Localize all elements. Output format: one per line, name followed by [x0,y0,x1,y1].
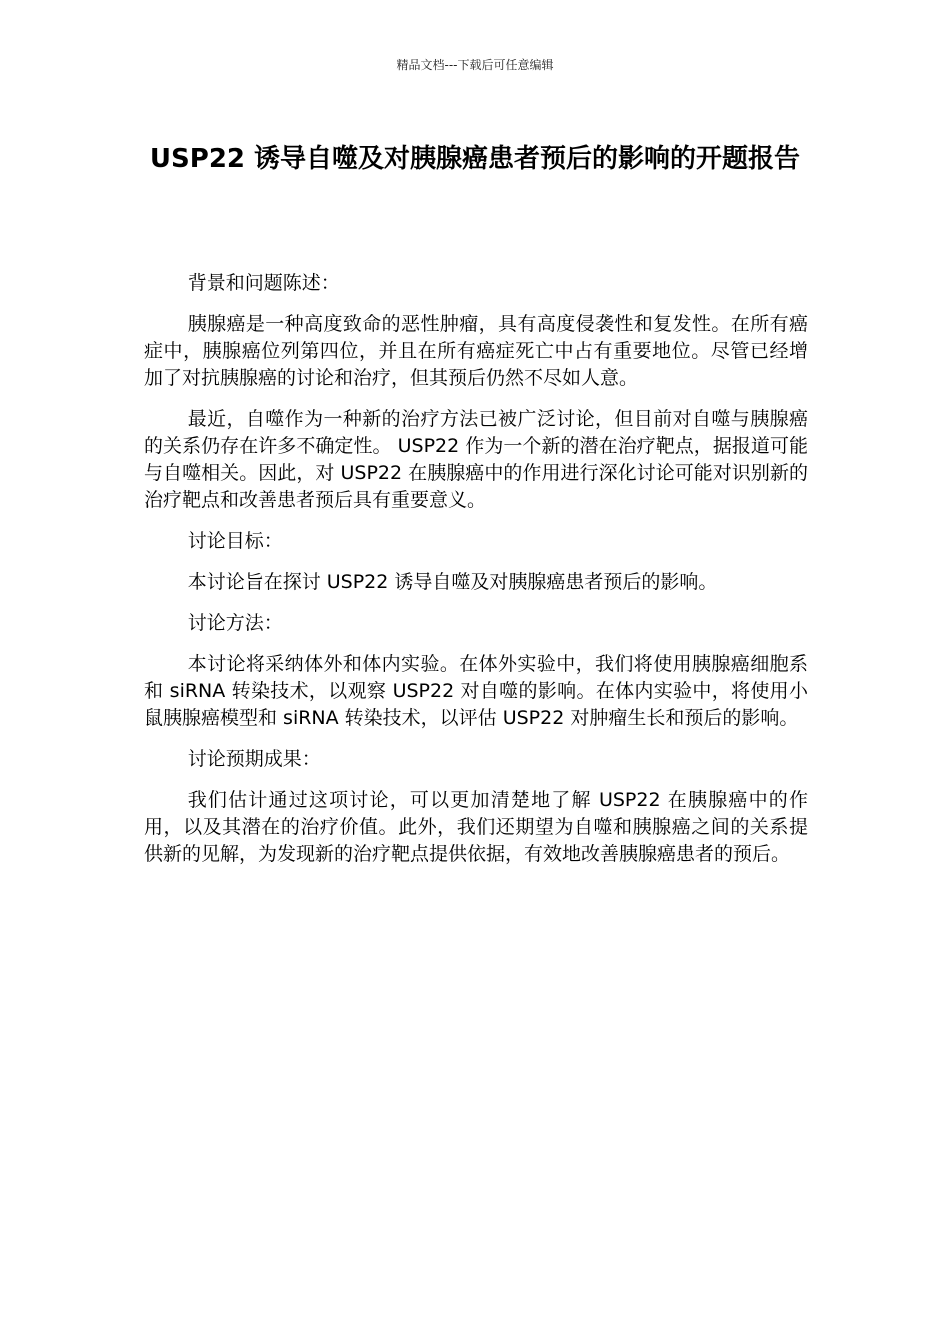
header-note: 精品文档---下载后可任意编辑 [396,58,554,72]
paragraph-methods: 本讨论将采纳体外和体内实验。在体外实验中，我们将使用胰腺癌细胞系和 siRNA 转染技术，以观察 USP22 对自噬的影响。在体内实验中，将使用小鼠胰腺癌模型和 siRNA 转染技术，以评估 USP22 对肿瘤生长和预后的影响。 [144,653,808,729]
section-heading-expected-results: 讨论预期成果： [187,748,321,770]
section-heading-objective: 讨论目标： [187,530,283,552]
document-body [144,270,808,882]
paragraph-background-2: 最近，自噬作为一种新的治疗方法已被广泛讨论，但目前对自噬与胰腺癌的关系仍存在许多不确定性。 USP22 作为一个新的潜在治疗靶点，据报道可能与自噬相关。因此，对 USP22 在胰腺癌中的作用进行深化讨论可能对识别新的治疗靶点和改善患者预后具有重要意义。 [144,408,808,511]
section-heading-methods: 讨论方法： [187,612,283,634]
paragraph-objective: 本讨论旨在探讨 USP22 诱导自噬及对胰腺癌患者预后的影响。 [187,571,718,593]
document-title: USP22 诱导自噬及对胰腺癌患者预后的影响的开题报告 [149,144,801,174]
section-heading-background: 背景和问题陈述： [187,272,340,294]
paragraph-background-1: 胰腺癌是一种高度致命的恶性肿瘤，具有高度侵袭性和复发性。在所有癌症中，胰腺癌位列第四位，并且在所有癌症死亡中占有重要地位。尽管已经增加了对抗胰腺癌的讨论和治疗，但其预后仍然不尽如人意。 [144,313,808,389]
paragraph-expected-results: 我们估计通过这项讨论，可以更加清楚地了解 USP22 在胰腺癌中的作用，以及其潜在的治疗价值。此外，我们还期望为自噬和胰腺癌之间的关系提供新的见解，为发现新的治疗靶点提供依据，有效地改善胰腺癌患者的预后。 [144,789,808,865]
